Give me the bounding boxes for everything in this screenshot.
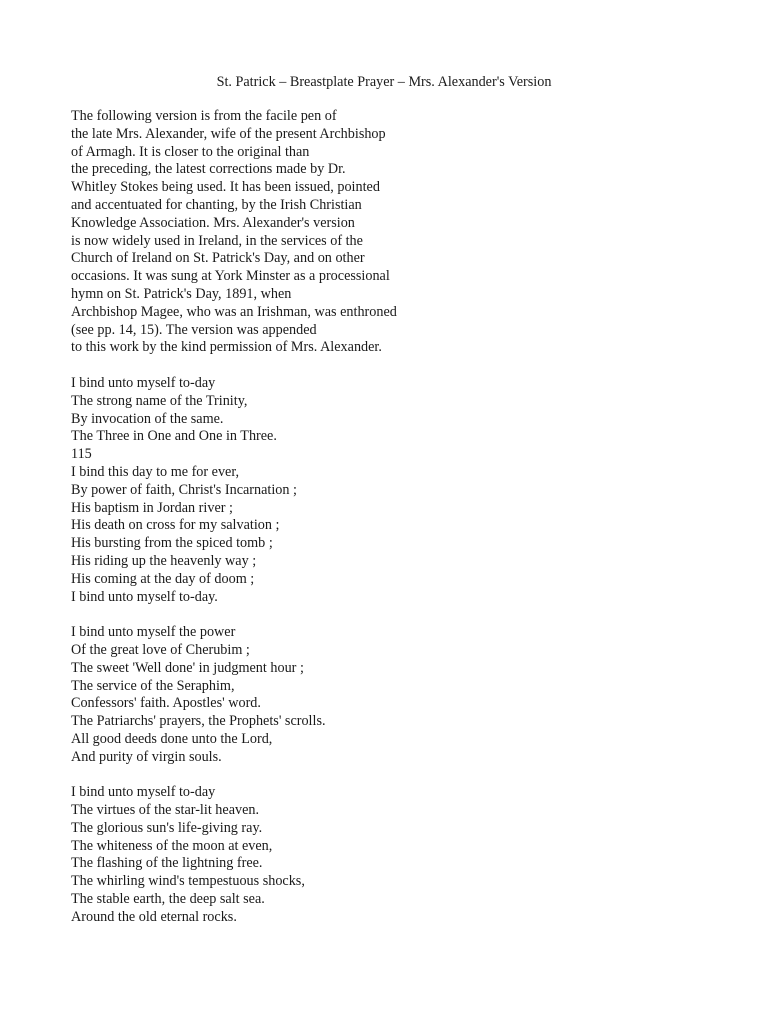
verse-line: By power of faith, Christ's Incarnation ;: [71, 481, 297, 498]
verse-line: His coming at the day of doom ;: [71, 570, 255, 587]
verse-line: His riding up the heavenly way ;: [71, 552, 257, 569]
intro-paragraph: [71, 108, 751, 357]
page-number: 115: [71, 446, 92, 463]
intro-line: Knowledge Association. Mrs. Alexander's version: [71, 214, 355, 231]
verse-line: The sweet 'Well done' in judgment hour ;: [71, 659, 304, 676]
verse-line: The flashing of the lightning free.: [71, 855, 263, 872]
intro-line: (see pp. 14, 15). The version was appended: [71, 321, 317, 338]
intro-line: is now widely used in Ireland, in the services of the: [71, 232, 363, 249]
verse-line: All good deeds done unto the Lord,: [71, 730, 273, 747]
verse-line: Of the great love of Cherubim ;: [71, 641, 250, 658]
intro-line: the preceding, the latest corrections made by Dr.: [71, 161, 346, 178]
stanza-3: [71, 784, 751, 926]
verse-line: Around the old eternal rocks.: [71, 908, 237, 925]
intro-line: the late Mrs. Alexander, wife of the present Archbishop: [71, 125, 386, 142]
verse-line: The glorious sun's life-giving ray.: [71, 819, 263, 836]
intro-line: hymn on St. Patrick's Day, 1891, when: [71, 285, 292, 302]
verse-line: His baptism in Jordan river ;: [71, 499, 233, 516]
verse-line: The whirling wind's tempestuous shocks,: [71, 873, 305, 890]
intro-line: Whitley Stokes being used. It has been issued, pointed: [71, 179, 380, 196]
verse-line: The strong name of the Trinity,: [71, 392, 248, 409]
verse-line: The service of the Seraphim,: [71, 677, 235, 694]
stanza-1: [71, 375, 751, 606]
intro-line: occasions. It was sung at York Minster as a processional: [71, 268, 390, 285]
verse-line: Confessors' faith. Apostles' word.: [71, 695, 261, 712]
document-body: [71, 108, 751, 944]
intro-line: Archbishop Magee, who was an Irishman, was enthroned: [71, 303, 397, 320]
verse-line: The Three in One and One in Three.: [71, 428, 277, 445]
document-title: St. Patrick – Breastplate Prayer – Mrs. Alexander's Version: [216, 74, 552, 90]
verse-line: The virtues of the star-lit heaven.: [71, 802, 260, 819]
verse-line: I bind unto myself to-day.: [71, 588, 218, 605]
intro-line: Church of Ireland on St. Patrick's Day, and on other: [71, 250, 365, 267]
stanza-2: [71, 624, 751, 766]
intro-line: to this work by the kind permission of Mrs. Alexander.: [71, 339, 382, 356]
verse-line: The stable earth, the deep salt sea.: [71, 891, 265, 908]
verse-line: And purity of virgin souls.: [71, 748, 222, 765]
verse-line: The whiteness of the moon at even,: [71, 837, 273, 854]
verse-line: I bind this day to me for ever,: [71, 463, 240, 480]
intro-line: of Armagh. It is closer to the original than: [71, 143, 310, 160]
verse-line: His bursting from the spiced tomb ;: [71, 535, 273, 552]
verse-line: The Patriarchs' prayers, the Prophets' scrolls.: [71, 713, 326, 730]
intro-line: and accentuated for chanting, by the Irish Christian: [71, 196, 362, 213]
verse-line: I bind unto myself to-day: [71, 784, 216, 801]
intro-line: The following version is from the facile pen of: [71, 108, 337, 124]
verse-line: I bind unto myself to-day: [71, 374, 216, 391]
verse-line: His death on cross for my salvation ;: [71, 517, 280, 534]
verse-line: By invocation of the same.: [71, 410, 224, 427]
verse-line: I bind unto myself the power: [71, 624, 236, 641]
